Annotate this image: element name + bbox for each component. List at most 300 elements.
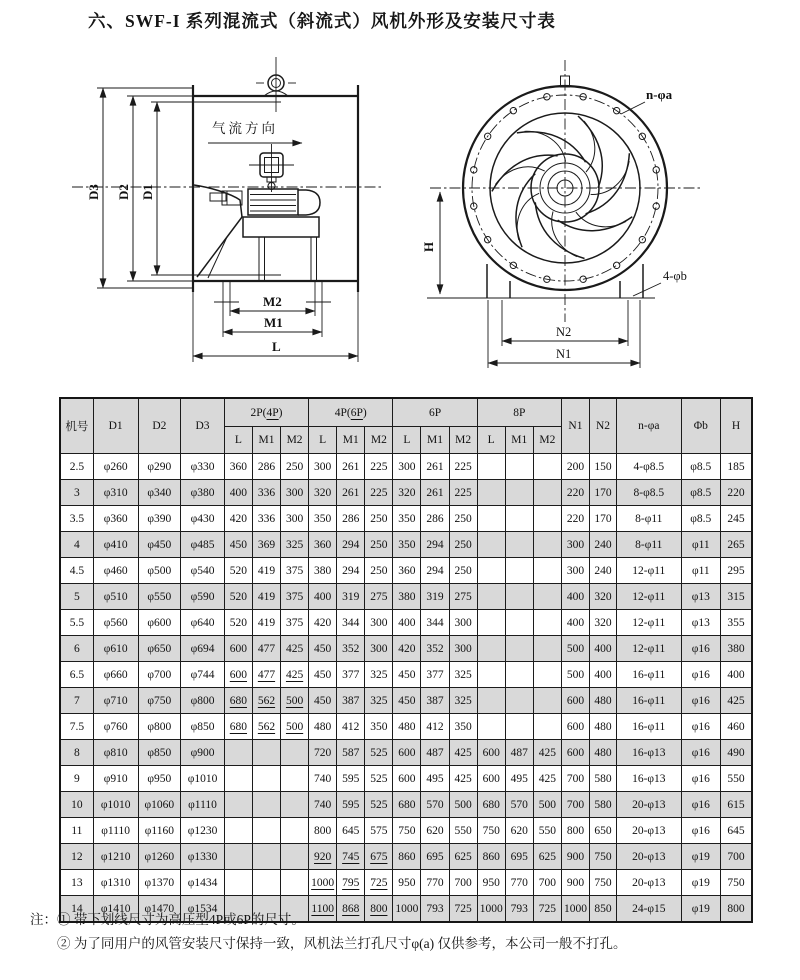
table-cell: 20-φ13 xyxy=(617,818,682,844)
table-cell: 11 xyxy=(60,818,93,844)
subcol-m2: M2 xyxy=(365,427,393,454)
table-cell: φ310 xyxy=(93,480,138,506)
table-cell: 380 xyxy=(721,636,752,662)
table-cell: 700 xyxy=(561,792,589,818)
table-cell: 1000 xyxy=(393,896,421,923)
table-cell: 286 xyxy=(252,454,280,480)
subcol-m1: M1 xyxy=(252,427,280,454)
table-cell: 286 xyxy=(421,506,449,532)
table-cell: 850 xyxy=(590,896,617,923)
table-cell: φ340 xyxy=(138,480,181,506)
table-cell: 1000 xyxy=(561,896,589,923)
table-body xyxy=(60,454,752,923)
table-cell: 480 xyxy=(590,714,617,740)
table-cell: φ19 xyxy=(681,844,721,870)
table-cell: 13 xyxy=(60,870,93,896)
table-cell: 860 xyxy=(477,844,505,870)
table-cell: 868 xyxy=(337,896,365,923)
table-cell: 420 xyxy=(224,506,252,532)
table-row xyxy=(60,610,752,636)
table-cell: 425 xyxy=(281,636,309,662)
inlet-cone xyxy=(194,185,242,278)
subcol-m1: M1 xyxy=(337,427,365,454)
table-cell: 600 xyxy=(561,714,589,740)
m1-label: M1 xyxy=(264,315,283,330)
junction-box xyxy=(249,144,294,192)
subcol-l: L xyxy=(393,427,421,454)
table-cell: 3.5 xyxy=(60,506,93,532)
table-cell: 16-φ11 xyxy=(617,714,682,740)
table-cell: 325 xyxy=(449,688,477,714)
table-cell: 680 xyxy=(477,792,505,818)
table-cell: 412 xyxy=(337,714,365,740)
table-cell: 225 xyxy=(365,480,393,506)
subcol-l: L xyxy=(224,427,252,454)
table-cell: φ16 xyxy=(681,688,721,714)
table-cell: 425 xyxy=(449,766,477,792)
table-cell: 800 xyxy=(561,818,589,844)
table-cell: 420 xyxy=(309,610,337,636)
table-cell: 500 xyxy=(561,662,589,688)
table-cell: 24-φ15 xyxy=(617,896,682,923)
table-cell xyxy=(533,558,561,584)
table-cell: 6.5 xyxy=(60,662,93,688)
table-cell: φ8.5 xyxy=(681,480,721,506)
table-cell: 645 xyxy=(721,818,752,844)
table-cell: φ1110 xyxy=(181,792,225,818)
table-cell: 7.5 xyxy=(60,714,93,740)
table-cell xyxy=(505,714,533,740)
table-cell: 680 xyxy=(393,792,421,818)
table-cell xyxy=(281,844,309,870)
table-cell: 375 xyxy=(281,584,309,610)
table-cell: 325 xyxy=(449,662,477,688)
table-cell: 261 xyxy=(337,480,365,506)
table-cell: 477 xyxy=(252,636,280,662)
table-cell xyxy=(533,506,561,532)
table-cell: 525 xyxy=(365,792,393,818)
table-cell: 400 xyxy=(393,610,421,636)
table-cell: 400 xyxy=(721,662,752,688)
table-cell: 450 xyxy=(309,662,337,688)
table-cell xyxy=(252,844,280,870)
table-cell: 750 xyxy=(393,818,421,844)
table-cell: φ380 xyxy=(181,480,225,506)
table-cell: 10 xyxy=(60,792,93,818)
table-cell xyxy=(533,584,561,610)
table-cell xyxy=(224,740,252,766)
table-cell: φ910 xyxy=(93,766,138,792)
table-cell: 900 xyxy=(561,844,589,870)
table-cell: 600 xyxy=(224,662,252,688)
table-cell: 520 xyxy=(224,610,252,636)
table-cell: 495 xyxy=(421,766,449,792)
table-cell: 800 xyxy=(721,896,752,923)
table-cell xyxy=(224,844,252,870)
table-cell: 793 xyxy=(421,896,449,923)
table-cell: 4.5 xyxy=(60,558,93,584)
table-cell: 294 xyxy=(337,532,365,558)
table-cell: 460 xyxy=(721,714,752,740)
table-cell: 375 xyxy=(281,610,309,636)
table-cell: 700 xyxy=(561,766,589,792)
table-cell: 16-φ11 xyxy=(617,662,682,688)
col-header-d3: D3 xyxy=(181,398,225,454)
table-cell: 7 xyxy=(60,688,93,714)
table-row xyxy=(60,506,752,532)
table-cell: 770 xyxy=(421,870,449,896)
table-cell: 625 xyxy=(533,844,561,870)
table-cell: φ710 xyxy=(93,688,138,714)
table-cell: φ1230 xyxy=(181,818,225,844)
table-cell: 352 xyxy=(421,636,449,662)
subcol-m1: M1 xyxy=(421,427,449,454)
table-cell: 315 xyxy=(721,584,752,610)
table-cell: φ16 xyxy=(681,792,721,818)
table-cell: 220 xyxy=(561,506,589,532)
table-cell: 300 xyxy=(281,480,309,506)
table-cell: 294 xyxy=(337,558,365,584)
table-cell: 250 xyxy=(365,532,393,558)
table-cell: 325 xyxy=(281,532,309,558)
table-cell: 675 xyxy=(365,844,393,870)
side-view-drawing xyxy=(72,57,382,362)
subcol-m1: M1 xyxy=(505,427,533,454)
table-cell: 550 xyxy=(449,818,477,844)
table-cell: 240 xyxy=(590,558,617,584)
table-cell: φ19 xyxy=(681,870,721,896)
table-cell: 450 xyxy=(393,662,421,688)
table-cell: φ16 xyxy=(681,818,721,844)
col-header-phi-b: Φb xyxy=(681,398,721,454)
motor xyxy=(222,189,320,215)
table-cell: 220 xyxy=(721,480,752,506)
subcol-m2: M2 xyxy=(281,427,309,454)
table-cell: 725 xyxy=(365,870,393,896)
table-cell: 419 xyxy=(252,584,280,610)
table-cell: 8-φ8.5 xyxy=(617,480,682,506)
table-cell: 900 xyxy=(561,870,589,896)
table-cell: 570 xyxy=(421,792,449,818)
table-cell: φ850 xyxy=(181,714,225,740)
table-cell: 770 xyxy=(505,870,533,896)
table-cell: 240 xyxy=(590,532,617,558)
table-cell: 4-φ8.5 xyxy=(617,454,682,480)
table-cell: 425 xyxy=(721,688,752,714)
table-cell: 380 xyxy=(393,584,421,610)
col-header-h: H xyxy=(721,398,752,454)
table-cell: 419 xyxy=(252,558,280,584)
table-cell: 525 xyxy=(365,766,393,792)
d3-label: D3 xyxy=(86,184,101,200)
table-cell: 600 xyxy=(393,740,421,766)
table-cell: 950 xyxy=(477,870,505,896)
table-cell: 480 xyxy=(590,740,617,766)
table-cell: 261 xyxy=(337,454,365,480)
table-cell: φ1470 xyxy=(138,896,181,923)
col-group-4p: 4P(6P) xyxy=(309,398,393,427)
table-row xyxy=(60,792,752,818)
table-cell: 377 xyxy=(421,662,449,688)
table-cell: 450 xyxy=(393,688,421,714)
table-cell: φ550 xyxy=(138,584,181,610)
table-cell: 480 xyxy=(393,714,421,740)
table-cell: 16-φ11 xyxy=(617,688,682,714)
table-cell: 487 xyxy=(421,740,449,766)
table-cell: φ360 xyxy=(93,506,138,532)
table-cell: 477 xyxy=(252,662,280,688)
table-cell xyxy=(505,558,533,584)
table-cell: φ13 xyxy=(681,610,721,636)
table-cell: φ850 xyxy=(138,740,181,766)
table-cell: 250 xyxy=(281,454,309,480)
table-cell xyxy=(224,870,252,896)
table-cell: φ694 xyxy=(181,636,225,662)
table-cell: 412 xyxy=(421,714,449,740)
table-cell: 920 xyxy=(309,844,337,870)
table-cell: φ750 xyxy=(138,688,181,714)
table-cell xyxy=(533,688,561,714)
table-cell xyxy=(252,870,280,896)
subcol-m2: M2 xyxy=(449,427,477,454)
table-cell: 490 xyxy=(721,740,752,766)
n-phi-a-label: n-φa xyxy=(646,87,673,102)
table-cell: 300 xyxy=(561,532,589,558)
table-cell: 250 xyxy=(449,558,477,584)
table-cell: 250 xyxy=(365,506,393,532)
table-cell: 3 xyxy=(60,480,93,506)
table-cell: 320 xyxy=(309,480,337,506)
table-cell: 220 xyxy=(561,480,589,506)
table-cell: 680 xyxy=(224,688,252,714)
table-cell: φ11 xyxy=(681,558,721,584)
col-group-8p: 8P xyxy=(477,398,561,427)
col-group-6p: 6P xyxy=(393,398,477,427)
table-cell: 520 xyxy=(224,584,252,610)
table-cell: 570 xyxy=(505,792,533,818)
table-cell: 20-φ13 xyxy=(617,870,682,896)
table-cell: 793 xyxy=(505,896,533,923)
table-cell: 16-φ13 xyxy=(617,740,682,766)
table-cell: 185 xyxy=(721,454,752,480)
table-cell: 550 xyxy=(533,818,561,844)
table-cell: 261 xyxy=(421,454,449,480)
table-cell: φ1260 xyxy=(138,844,181,870)
table-row xyxy=(60,714,752,740)
table-cell: 425 xyxy=(281,662,309,688)
table-cell: φ1370 xyxy=(138,870,181,896)
table-cell: 680 xyxy=(224,714,252,740)
table-cell: 750 xyxy=(721,870,752,896)
table-cell: 520 xyxy=(224,558,252,584)
table-cell xyxy=(252,818,280,844)
table-cell: φ16 xyxy=(681,740,721,766)
table-cell: 500 xyxy=(281,688,309,714)
table-cell: φ8.5 xyxy=(681,454,721,480)
table-cell xyxy=(533,454,561,480)
table-cell: 360 xyxy=(393,558,421,584)
table-cell: φ1160 xyxy=(138,818,181,844)
table-cell xyxy=(505,532,533,558)
table-cell: 595 xyxy=(337,766,365,792)
table-row xyxy=(60,766,752,792)
table-cell: 720 xyxy=(309,740,337,766)
table-row xyxy=(60,844,752,870)
table-cell: 225 xyxy=(449,480,477,506)
table-row xyxy=(60,818,752,844)
table-cell xyxy=(533,662,561,688)
table-cell: 170 xyxy=(590,506,617,532)
table-cell: 319 xyxy=(337,584,365,610)
table-cell: 300 xyxy=(393,454,421,480)
table-cell: 480 xyxy=(309,714,337,740)
table-cell: 795 xyxy=(337,870,365,896)
table-cell: 336 xyxy=(252,506,280,532)
table-cell: 12-φ11 xyxy=(617,610,682,636)
table-cell: 9 xyxy=(60,766,93,792)
table-cell: 170 xyxy=(590,480,617,506)
table-cell: φ290 xyxy=(138,454,181,480)
note-1: ① 带下划线尺寸为高压型4P或6P的尺寸。 xyxy=(57,912,305,927)
table-cell: 12-φ11 xyxy=(617,636,682,662)
table-row xyxy=(60,558,752,584)
table-cell xyxy=(477,636,505,662)
table-cell: 377 xyxy=(337,662,365,688)
table-cell: 320 xyxy=(590,584,617,610)
table-cell: 950 xyxy=(393,870,421,896)
table-cell: 620 xyxy=(505,818,533,844)
table-cell: φ450 xyxy=(138,532,181,558)
table-cell: φ16 xyxy=(681,714,721,740)
table-cell: φ610 xyxy=(93,636,138,662)
n1-label: N1 xyxy=(556,347,572,361)
table-row xyxy=(60,740,752,766)
table-cell: φ16 xyxy=(681,766,721,792)
table-cell: 740 xyxy=(309,792,337,818)
d1-label: D1 xyxy=(140,184,155,200)
table-cell: 250 xyxy=(365,558,393,584)
col-header-n2: N2 xyxy=(590,398,617,454)
table-cell: 500 xyxy=(449,792,477,818)
table-cell: 725 xyxy=(533,896,561,923)
table-cell: 225 xyxy=(365,454,393,480)
table-cell: 200 xyxy=(561,454,589,480)
h-label: H xyxy=(421,241,436,252)
table-cell: 350 xyxy=(309,506,337,532)
table-cell: 700 xyxy=(533,870,561,896)
table-cell: 20-φ13 xyxy=(617,792,682,818)
table-cell xyxy=(477,662,505,688)
table-cell: 320 xyxy=(590,610,617,636)
table-cell: 800 xyxy=(365,896,393,923)
table-cell: 5 xyxy=(60,584,93,610)
table-cell: φ260 xyxy=(93,454,138,480)
table-cell: 295 xyxy=(721,558,752,584)
table-cell: 419 xyxy=(252,610,280,636)
table-row xyxy=(60,688,752,714)
table-cell: 325 xyxy=(365,662,393,688)
table-cell: φ1210 xyxy=(93,844,138,870)
table-cell: φ640 xyxy=(181,610,225,636)
table-cell: 450 xyxy=(309,636,337,662)
table-cell xyxy=(477,506,505,532)
table-cell: 300 xyxy=(281,506,309,532)
table-cell: 300 xyxy=(449,610,477,636)
subcol-l: L xyxy=(477,427,505,454)
table-cell xyxy=(281,792,309,818)
table-cell: φ430 xyxy=(181,506,225,532)
table-cell: 6 xyxy=(60,636,93,662)
table-cell: 375 xyxy=(281,558,309,584)
table-cell: 2.5 xyxy=(60,454,93,480)
table-cell: φ1110 xyxy=(93,818,138,844)
subcol-l: L xyxy=(309,427,337,454)
n2-label: N2 xyxy=(556,325,572,339)
table-cell: 336 xyxy=(252,480,280,506)
table-cell xyxy=(505,506,533,532)
table-cell: φ590 xyxy=(181,584,225,610)
table-cell: 300 xyxy=(365,610,393,636)
table-cell: 369 xyxy=(252,532,280,558)
table-cell: 600 xyxy=(393,766,421,792)
col-header-machine-no: 机号 xyxy=(60,398,93,454)
table-cell: 250 xyxy=(449,506,477,532)
table-cell xyxy=(505,636,533,662)
table-cell: φ1534 xyxy=(181,896,225,923)
table-cell: 500 xyxy=(533,792,561,818)
table-cell: 450 xyxy=(224,532,252,558)
table-cell: 750 xyxy=(590,844,617,870)
table-cell: 1000 xyxy=(309,870,337,896)
table-cell: φ390 xyxy=(138,506,181,532)
table-cell: φ1434 xyxy=(181,870,225,896)
table-cell: 425 xyxy=(533,766,561,792)
table-cell: 750 xyxy=(590,870,617,896)
table-cell: 615 xyxy=(721,792,752,818)
table-cell: 5.5 xyxy=(60,610,93,636)
table-row xyxy=(60,480,752,506)
table-cell: 294 xyxy=(421,558,449,584)
table-cell xyxy=(533,610,561,636)
table-cell: 275 xyxy=(365,584,393,610)
table-cell: 580 xyxy=(590,766,617,792)
table-cell: 294 xyxy=(421,532,449,558)
table-cell: 344 xyxy=(421,610,449,636)
table-cell: 400 xyxy=(224,480,252,506)
table-cell xyxy=(477,558,505,584)
table-row xyxy=(60,584,752,610)
table-cell: φ19 xyxy=(681,896,721,923)
table-cell: φ744 xyxy=(181,662,225,688)
table-cell: 600 xyxy=(224,636,252,662)
table-cell xyxy=(281,870,309,896)
table-cell: 500 xyxy=(561,636,589,662)
table-cell: 580 xyxy=(590,792,617,818)
table-cell: 620 xyxy=(421,818,449,844)
table-cell: 600 xyxy=(561,688,589,714)
table-cell: 575 xyxy=(365,818,393,844)
table-cell: 275 xyxy=(449,584,477,610)
table-cell: 350 xyxy=(393,506,421,532)
table-row xyxy=(60,636,752,662)
table-cell: 562 xyxy=(252,688,280,714)
table-cell: 360 xyxy=(309,532,337,558)
table-cell: 20-φ13 xyxy=(617,844,682,870)
table-cell xyxy=(477,688,505,714)
table-cell: 250 xyxy=(449,532,477,558)
l-label: L xyxy=(272,339,281,354)
table-cell: 750 xyxy=(477,818,505,844)
